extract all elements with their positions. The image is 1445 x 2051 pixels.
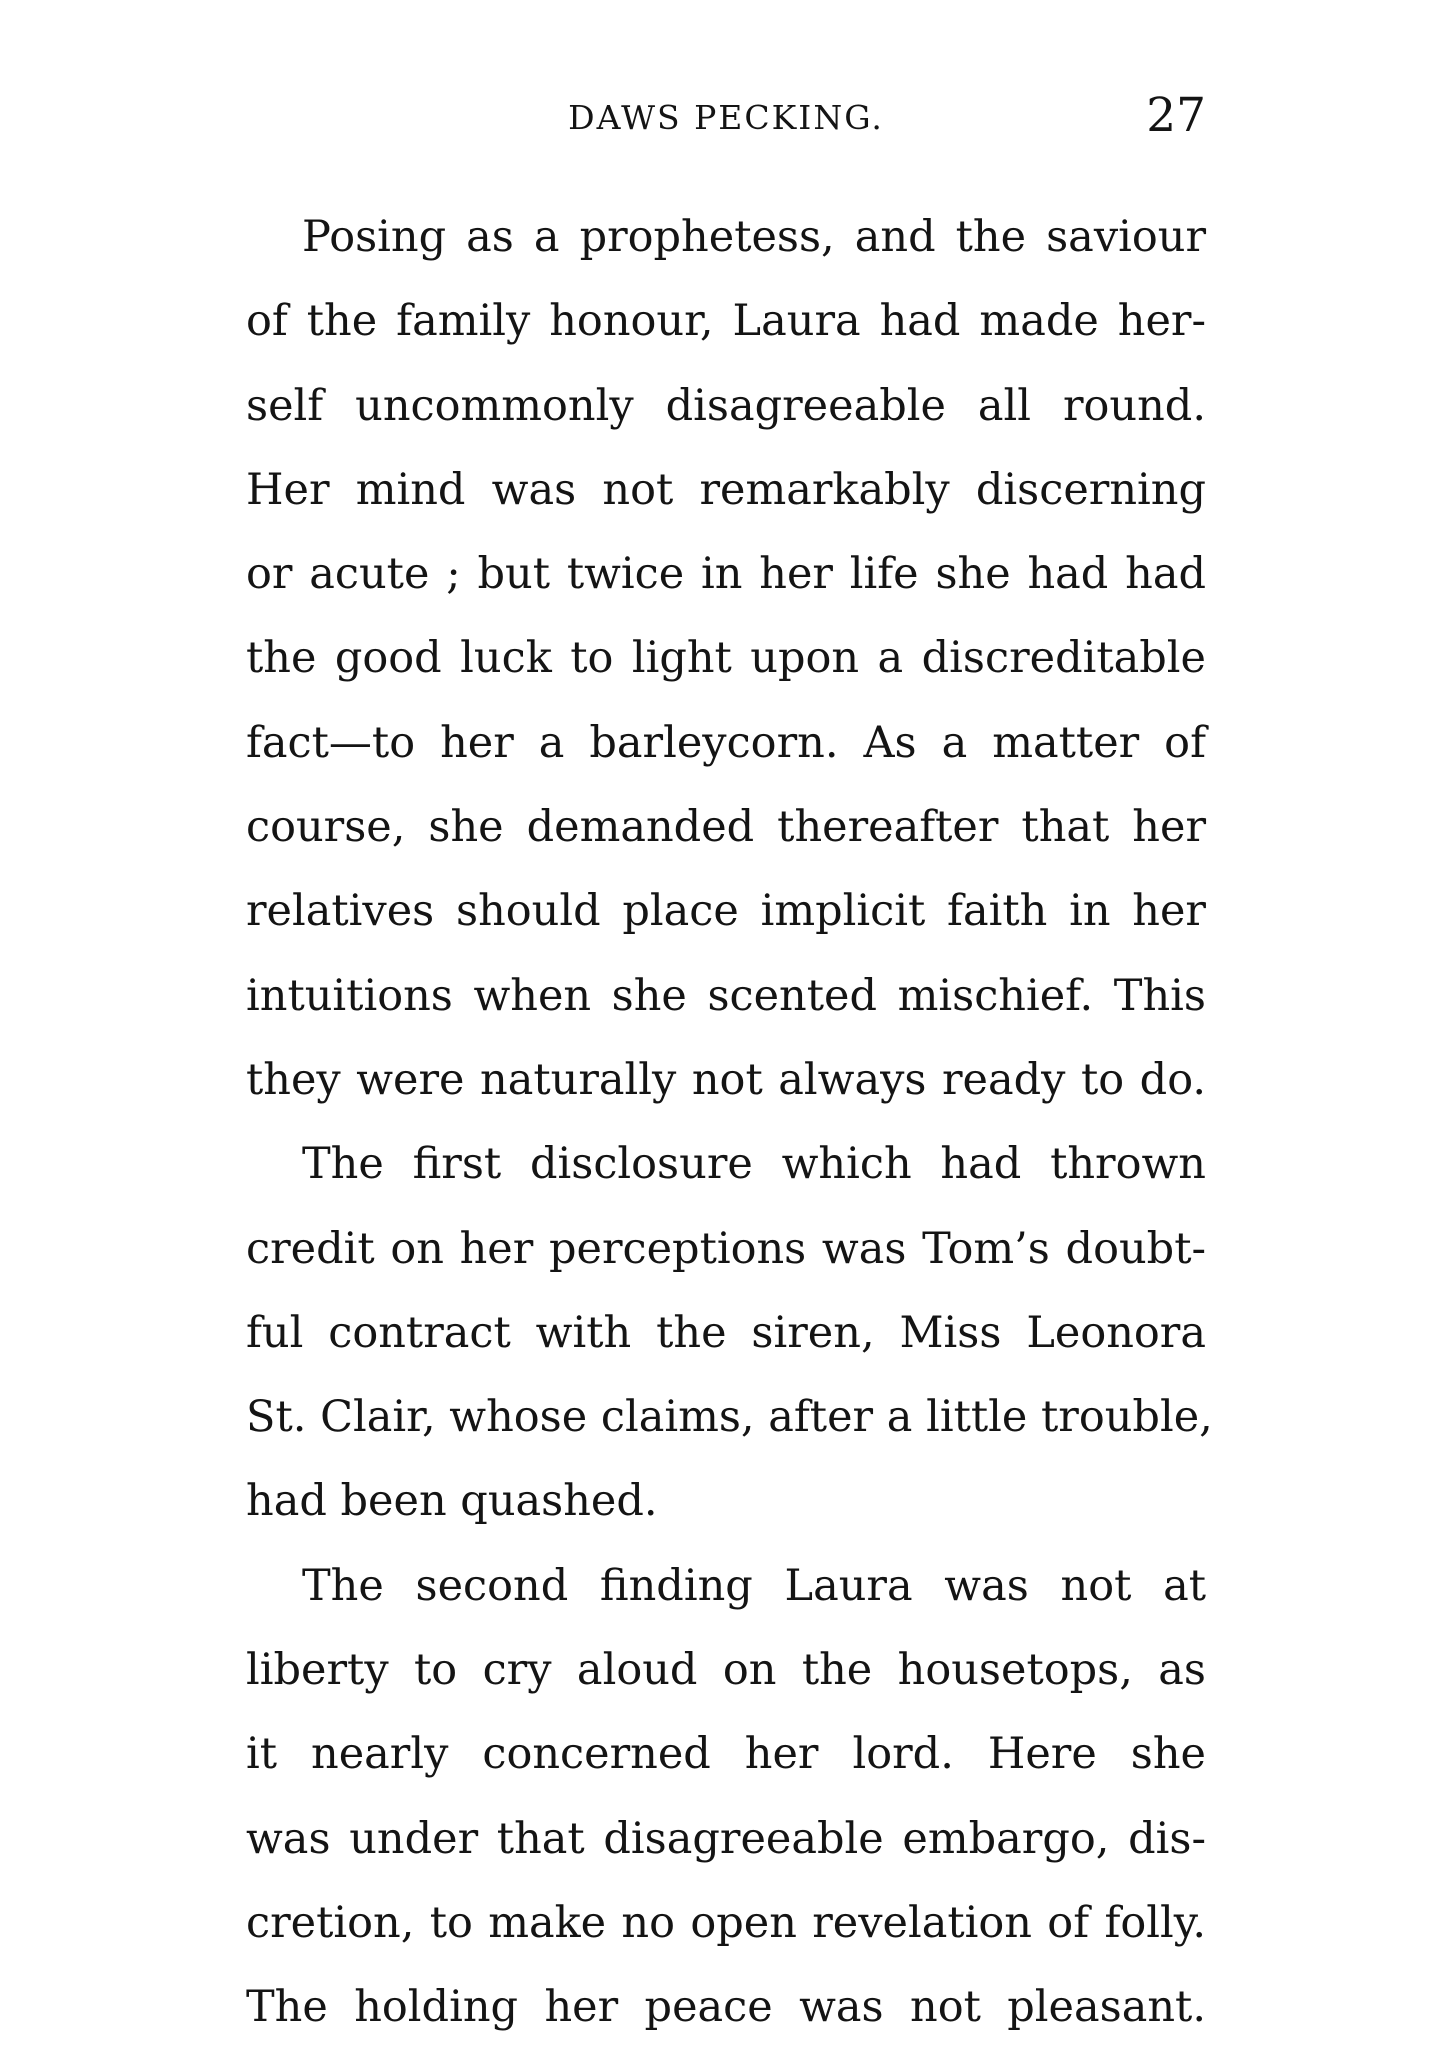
text-line: credit on her perceptions was Tom’s doubt- bbox=[246, 1223, 1206, 1274]
paragraph-3 bbox=[246, 1544, 1206, 2050]
paragraph-2 bbox=[246, 1122, 1213, 1543]
text-line: fact—to her a barleycorn. As a matter of bbox=[246, 717, 1206, 768]
text-line: the good luck to light upon a discreditable bbox=[246, 633, 1206, 684]
text-line: they were naturally not always ready to do. bbox=[246, 1054, 1206, 1105]
paragraph-1 bbox=[246, 195, 1206, 1122]
text-line: The second finding Laura was not at bbox=[302, 1560, 1206, 1611]
text-line: cretion, to make no open revelation of folly. bbox=[246, 1897, 1206, 1948]
text-line: of the family honour, Laura had made her- bbox=[246, 296, 1206, 347]
text-line: intuitions when she scented mischief. This bbox=[246, 970, 1206, 1021]
text-line: liberty to cry aloud on the housetops, as bbox=[246, 1645, 1206, 1696]
text-line: course, she demanded thereafter that her bbox=[246, 802, 1206, 853]
text-line: or acute ; but twice in her life she had had bbox=[246, 549, 1206, 600]
page-number: 27 bbox=[1146, 88, 1206, 143]
text-line: The first disclosure which had thrown bbox=[302, 1139, 1206, 1190]
running-title: DAWS PECKING. bbox=[568, 98, 884, 137]
text-line: self uncommonly disagreeable all round. bbox=[246, 380, 1206, 431]
text-line: had been quashed. bbox=[246, 1476, 658, 1527]
text-line: ful contract with the siren, Miss Leonora bbox=[246, 1307, 1206, 1358]
text-line: St. Clair, whose claims, after a little trouble, bbox=[246, 1392, 1213, 1443]
text-line: Posing as a prophetess, and the saviour bbox=[302, 212, 1206, 262]
body-text bbox=[246, 195, 1213, 2050]
text-line: Her mind was not remarkably discerning bbox=[246, 464, 1206, 515]
running-head bbox=[246, 88, 1206, 158]
text-line: The holding her peace was not pleasant. bbox=[246, 1982, 1206, 2033]
text-line: was under that disagreeable embargo, dis- bbox=[246, 1813, 1206, 1864]
text-line: relatives should place implicit faith in her bbox=[246, 886, 1206, 937]
text-line: it nearly concerned her lord. Here she bbox=[246, 1729, 1206, 1780]
